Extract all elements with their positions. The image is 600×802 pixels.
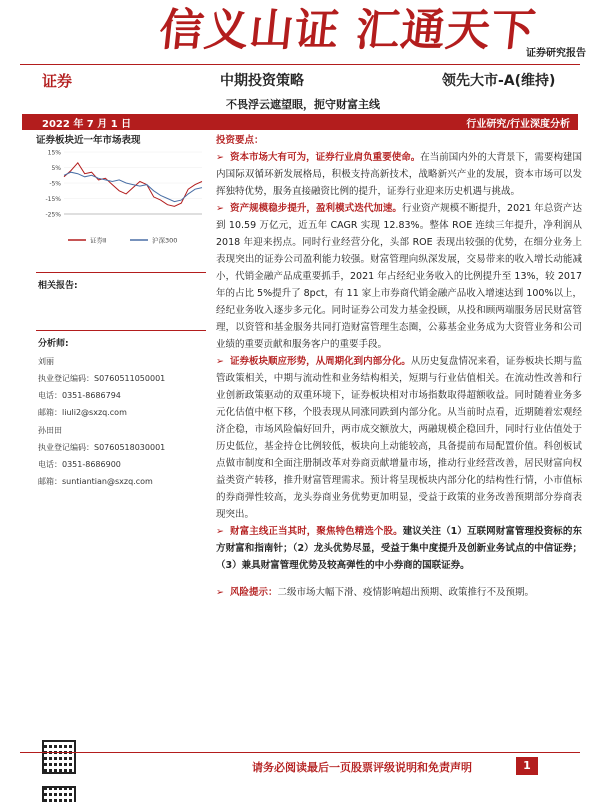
analyst-email[interactable] xyxy=(38,407,127,418)
triangle-bullet-icon: ➢ xyxy=(216,152,224,163)
analyst-tel-value: 0351-8686900 xyxy=(62,460,121,469)
header-divider xyxy=(20,64,580,65)
analyst-reg-value: S0760511050001 xyxy=(94,374,166,383)
y-tick-label: 15% xyxy=(47,149,61,157)
analyst-reg-value: S0760518030001 xyxy=(94,443,166,452)
triangle-bullet-icon: ➢ xyxy=(216,203,224,214)
document-subtitle: 不畏浮云遮望眼，扼守财富主线 xyxy=(226,98,380,111)
analyst-email-label: 邮箱： xyxy=(38,477,62,486)
footer-divider xyxy=(20,752,580,753)
triangle-bullet-icon: ➢ xyxy=(216,587,224,598)
sidebar-divider-1 xyxy=(36,272,206,273)
y-tick-label: 5% xyxy=(51,165,61,172)
bullet-lead: 证券板块顺应形势，从周期化到内部分化。 xyxy=(229,356,411,367)
bullet-text: 从历史复盘情况来看，证券板块长期与监管政策相关，中期与流动性和业务结构相关，短期与行业估值相关。在流动性改善和行业创新政策驱动的双重环境下，证券板块相对市场指数取得超额收益。同时随着业务多元化估值中枢下移，个股表现从同涨同跌到内部分化。从当前时点看，近期随着宏观经济企稳，市场风险偏好回升，两市成交额放大，两融规模企稳回升，同时行业估值处于历史低位，基金持仓比例较低，板块向上动能较高，具备提前布局配置价值。科创板试点做市制度和全面注册制改革对券商贡献增量市场，推动行业经营改善，居民财富向权益类资产转移，推升财富管理需求。预计将呈现板块内部分化的结构性行情，小市值标的券商弹性较高，龙头券商业务优势更加明显，受益于政策的业务改善预期部分券商表现突出。 xyxy=(216,356,582,520)
bullet-text: 行业资产规模不断提升，2021 年总资产达到 10.59 万亿元，近五年 CAGR 实现 12.83%。整体 ROE 连续三年提升，净利润从 2018 年迎来拐点。同时行业经营分化，头部 ROE 表现出较强的优势，在细分业务上表现突出的证券公司盈利能力较强。财富管理向纵深发展，交易带来的收入增长动能减小，代销金融产品成重要抓手，2021 年占经纪业务收入的比例提升至 13%，较 2017 年的占比 5%提升了 8pct，有 11 家上市券商代销金融产品收入增速达到 100%以上，经纪业务收入逐步多元化。同时证券公司发力基金投顾，从投和顾两端服务居民财富管理，以资管和基金服务共同打造财富管理生态圈，公募基金业务成为大资管业务和公司业绩的重要贡献和服务客户的重要手段。 xyxy=(216,203,582,350)
analyst-reg xyxy=(38,373,165,384)
analyst-email-value[interactable]: suntiantian@sxzq.com xyxy=(62,477,153,486)
legend-label: 沪深300 xyxy=(152,236,178,245)
sidebar xyxy=(36,132,206,146)
related-reports-label: 相关报告: xyxy=(38,281,78,291)
page-number: 1 xyxy=(516,757,538,775)
report-category: 行业研究/行业深度分析 xyxy=(466,119,570,130)
analyst-email-value[interactable]: liuli2@sxzq.com xyxy=(62,408,127,417)
analyst-reg-label: 执业登记编码： xyxy=(38,374,94,383)
analyst-tel-value: 0351-8686794 xyxy=(62,391,121,400)
y-tick-label: -25% xyxy=(45,211,61,219)
risk-warning xyxy=(216,584,582,601)
brand-logo: 信义山证 汇通天下 xyxy=(156,5,539,56)
bullet-text: 建议关注（1）互联网财富管理投资标的东方财富和指南针；（2）龙头优势尽显，受益于集中度提升及创新业务试点的中信证券；（3）兼具财富管理优势及较高弹性的中小券商的国联证券。 xyxy=(216,526,582,571)
main-content xyxy=(216,132,582,601)
bullet-point xyxy=(216,353,582,523)
bullet-lead: 资本市场大有可为，证券行业肩负重要使命。 xyxy=(229,152,421,163)
bullet-text: 在当前国内外的大背景下，需要构建国内国际双循环新发展格局，积极支持高新技术，战略新兴产业的发展，资本市场可以发挥独特优势，服务直接融资比例的提升，证券行业迎来历史机遇与挑战。 xyxy=(216,152,582,197)
bullet-point xyxy=(216,523,582,574)
risk-lead: 风险提示： xyxy=(229,587,278,598)
chart-label: 证券板块近一年市场表现 xyxy=(36,135,141,146)
bullet-point xyxy=(216,149,582,200)
triangle-bullet-icon: ➢ xyxy=(216,526,224,537)
analyst-tel-label: 电话： xyxy=(38,391,62,400)
analyst-tel xyxy=(38,459,121,470)
sector-label: 证券 xyxy=(42,72,73,90)
bullet-point xyxy=(216,200,582,353)
report-date: 2022 年 7 月 1 日 xyxy=(42,119,132,130)
analyst-name: 孙田田 xyxy=(38,426,62,435)
analyst-reg xyxy=(38,442,165,453)
y-tick-label: -15% xyxy=(45,196,61,203)
document-title: 中期投资策略 xyxy=(220,73,304,89)
series-line-沪深300 xyxy=(64,172,202,201)
rating-label: 领先大市-A(维持) xyxy=(442,73,556,89)
key-points-heading: 投资要点： xyxy=(216,135,264,146)
report-type-label: 证券研究报告 xyxy=(526,48,586,59)
y-tick-label: -5% xyxy=(49,180,61,188)
analyst-email-label: 邮箱： xyxy=(38,408,62,417)
analyst-reg-label: 执业登记编码： xyxy=(38,443,94,452)
disclaimer-link[interactable]: 请务必阅读最后一页股票评级说明和免责声明 xyxy=(252,761,472,774)
analysts-label: 分析师: xyxy=(38,339,69,349)
legend-label: 证券Ⅱ xyxy=(90,236,107,245)
analyst-tel xyxy=(38,390,121,401)
bullet-lead: 财富主线正当其时，聚焦特色精选个股。 xyxy=(229,526,403,537)
analyst-name: 刘丽 xyxy=(38,357,54,366)
analyst-tel-label: 电话： xyxy=(38,460,62,469)
market-performance-chart xyxy=(38,148,208,252)
risk-text: 二级市场大幅下滑、疫情影响超出预期、政策推行不及预期。 xyxy=(277,587,534,598)
bullet-lead: 资产规模稳步提升，盈利模式迭代加速。 xyxy=(229,203,402,214)
analyst-email[interactable] xyxy=(38,476,153,487)
triangle-bullet-icon: ➢ xyxy=(216,356,224,367)
qr-code-icon xyxy=(42,740,76,774)
sidebar-divider-2 xyxy=(36,330,206,331)
chart-svg xyxy=(38,148,208,252)
